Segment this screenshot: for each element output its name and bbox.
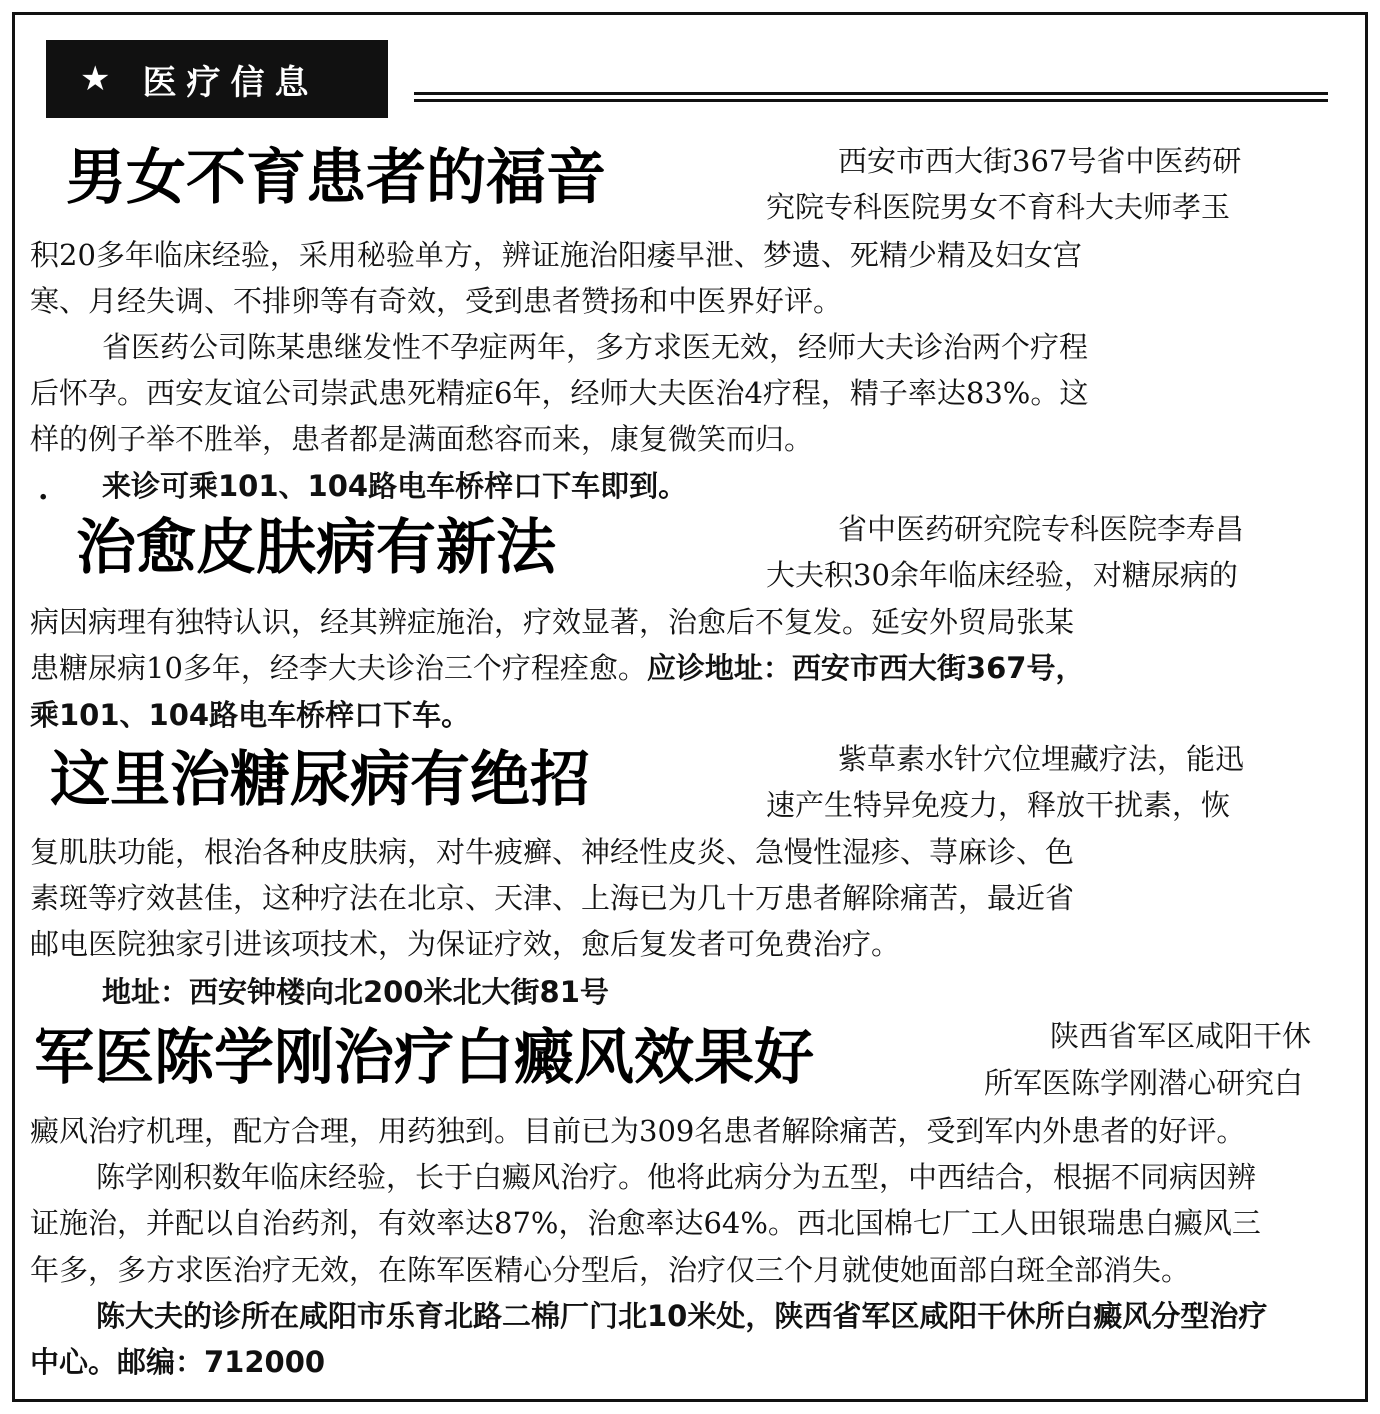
article1-line: 西安市西大街367号省中医药研 xyxy=(838,144,1242,178)
article4-line: 陕西省军区咸阳干休 xyxy=(1050,1019,1312,1053)
article2-line: 病因病理有独特认识，经其辨症施治，疗效显著，治愈后不复发。延安外贸局张某 xyxy=(30,605,1075,639)
article4-line: 所军医陈学刚潜心研究白 xyxy=(984,1066,1304,1100)
article3-address: 地址：西安钟楼向北200米北大街81号 xyxy=(102,975,609,1009)
article3-line: 紫草素水针穴位埋藏疗法，能迅 xyxy=(838,742,1245,776)
article2-line: 大夫积30余年临床经验，对糖尿病的 xyxy=(766,558,1238,592)
star-icon: ★ xyxy=(80,59,121,99)
header-rule xyxy=(414,92,1328,102)
article2-headline: 治愈皮肤病有新法 xyxy=(76,513,556,583)
article3-line: 复肌肤功能，根治各种皮肤病，对牛疲癣、神经性皮炎、急慢性湿疹、荨麻诊、色 xyxy=(30,835,1075,869)
article2-line: 省中医药研究院专科医院李寿昌 xyxy=(838,512,1245,546)
article4-headline: 军医陈学刚治疗白癜风效果好 xyxy=(34,1023,814,1093)
article4-line: 陈学刚积数年临床经验，长于白癜风治疗。他将此病分为五型，中西结合，根据不同病因辨 xyxy=(96,1160,1257,1194)
article4-line: 证施治，并配以自治药剂，有效率达87%，治愈率达64%。西北国棉七厂工人田银瑞患白癜风三 xyxy=(30,1206,1261,1240)
article3-line: 素斑等疗效甚佳，这种疗法在北京、天津、上海已为几十万患者解除痛苦，最近省 xyxy=(30,881,1075,915)
article4-line: 癜风治疗机理，配方合理，用药独到。目前已为309名患者解除痛苦，受到军内外患者的好评。 xyxy=(30,1114,1246,1148)
article1-line: 积20多年临床经验，采用秘验单方，辨证施治阳痿早泄、梦遗、死精少精及妇女宫 xyxy=(30,238,1082,272)
section-tag xyxy=(46,40,388,118)
article4-line: 年多，多方求医治疗无效，在陈军医精心分型后，治疗仅三个月就使她面部白斑全部消失。 xyxy=(30,1253,1191,1287)
article1-headline: 男女不育患者的福音 xyxy=(66,143,606,213)
article1-line: 后怀孕。西安友谊公司崇武患死精症6年，经师大夫医治4疗程，精子率达83%。这 xyxy=(30,376,1089,410)
article2-address: 应诊地址：西安市西大街367号， xyxy=(646,651,1085,685)
article2-bus: 乘101、104路电车桥梓口下车。 xyxy=(30,698,471,732)
article4-footer: 中心。邮编：712000 xyxy=(30,1345,326,1379)
section-tag-label: 医疗信息 xyxy=(142,62,319,103)
article2-line-text: 患糖尿病10多年，经李大夫诊治三个疗程痊愈。 xyxy=(30,651,647,685)
article3-line: 速产生特异免疫力，释放干扰素，恢 xyxy=(766,788,1231,822)
article1-line: 省医药公司陈某患继发性不孕症两年，多方求医无效，经师大夫诊治两个疗程 xyxy=(102,330,1089,364)
article1-note: 来诊可乘101、104路电车桥梓口下车即到。 xyxy=(102,469,688,503)
article1-line: 样的例子举不胜举，患者都是满面愁容而来，康复微笑而归。 xyxy=(30,422,814,456)
article2-line xyxy=(30,650,1084,686)
article1-line: 究院专科医院男女不育科大夫师孝玉 xyxy=(766,190,1231,224)
article3-headline: 这里治糖尿病有绝招 xyxy=(50,745,590,815)
bullet-dot: . xyxy=(38,472,49,507)
article4-footer: 陈大夫的诊所在咸阳市乐育北路二棉厂门北10米处，陕西省军区咸阳干休所白癜风分型治疗 xyxy=(96,1299,1268,1333)
article1-line: 寒、月经失调、不排卵等有奇效，受到患者赞扬和中医界好评。 xyxy=(30,284,843,318)
article3-line: 邮电医院独家引进该项技术，为保证疗效，愈后复发者可免费治疗。 xyxy=(30,927,901,961)
